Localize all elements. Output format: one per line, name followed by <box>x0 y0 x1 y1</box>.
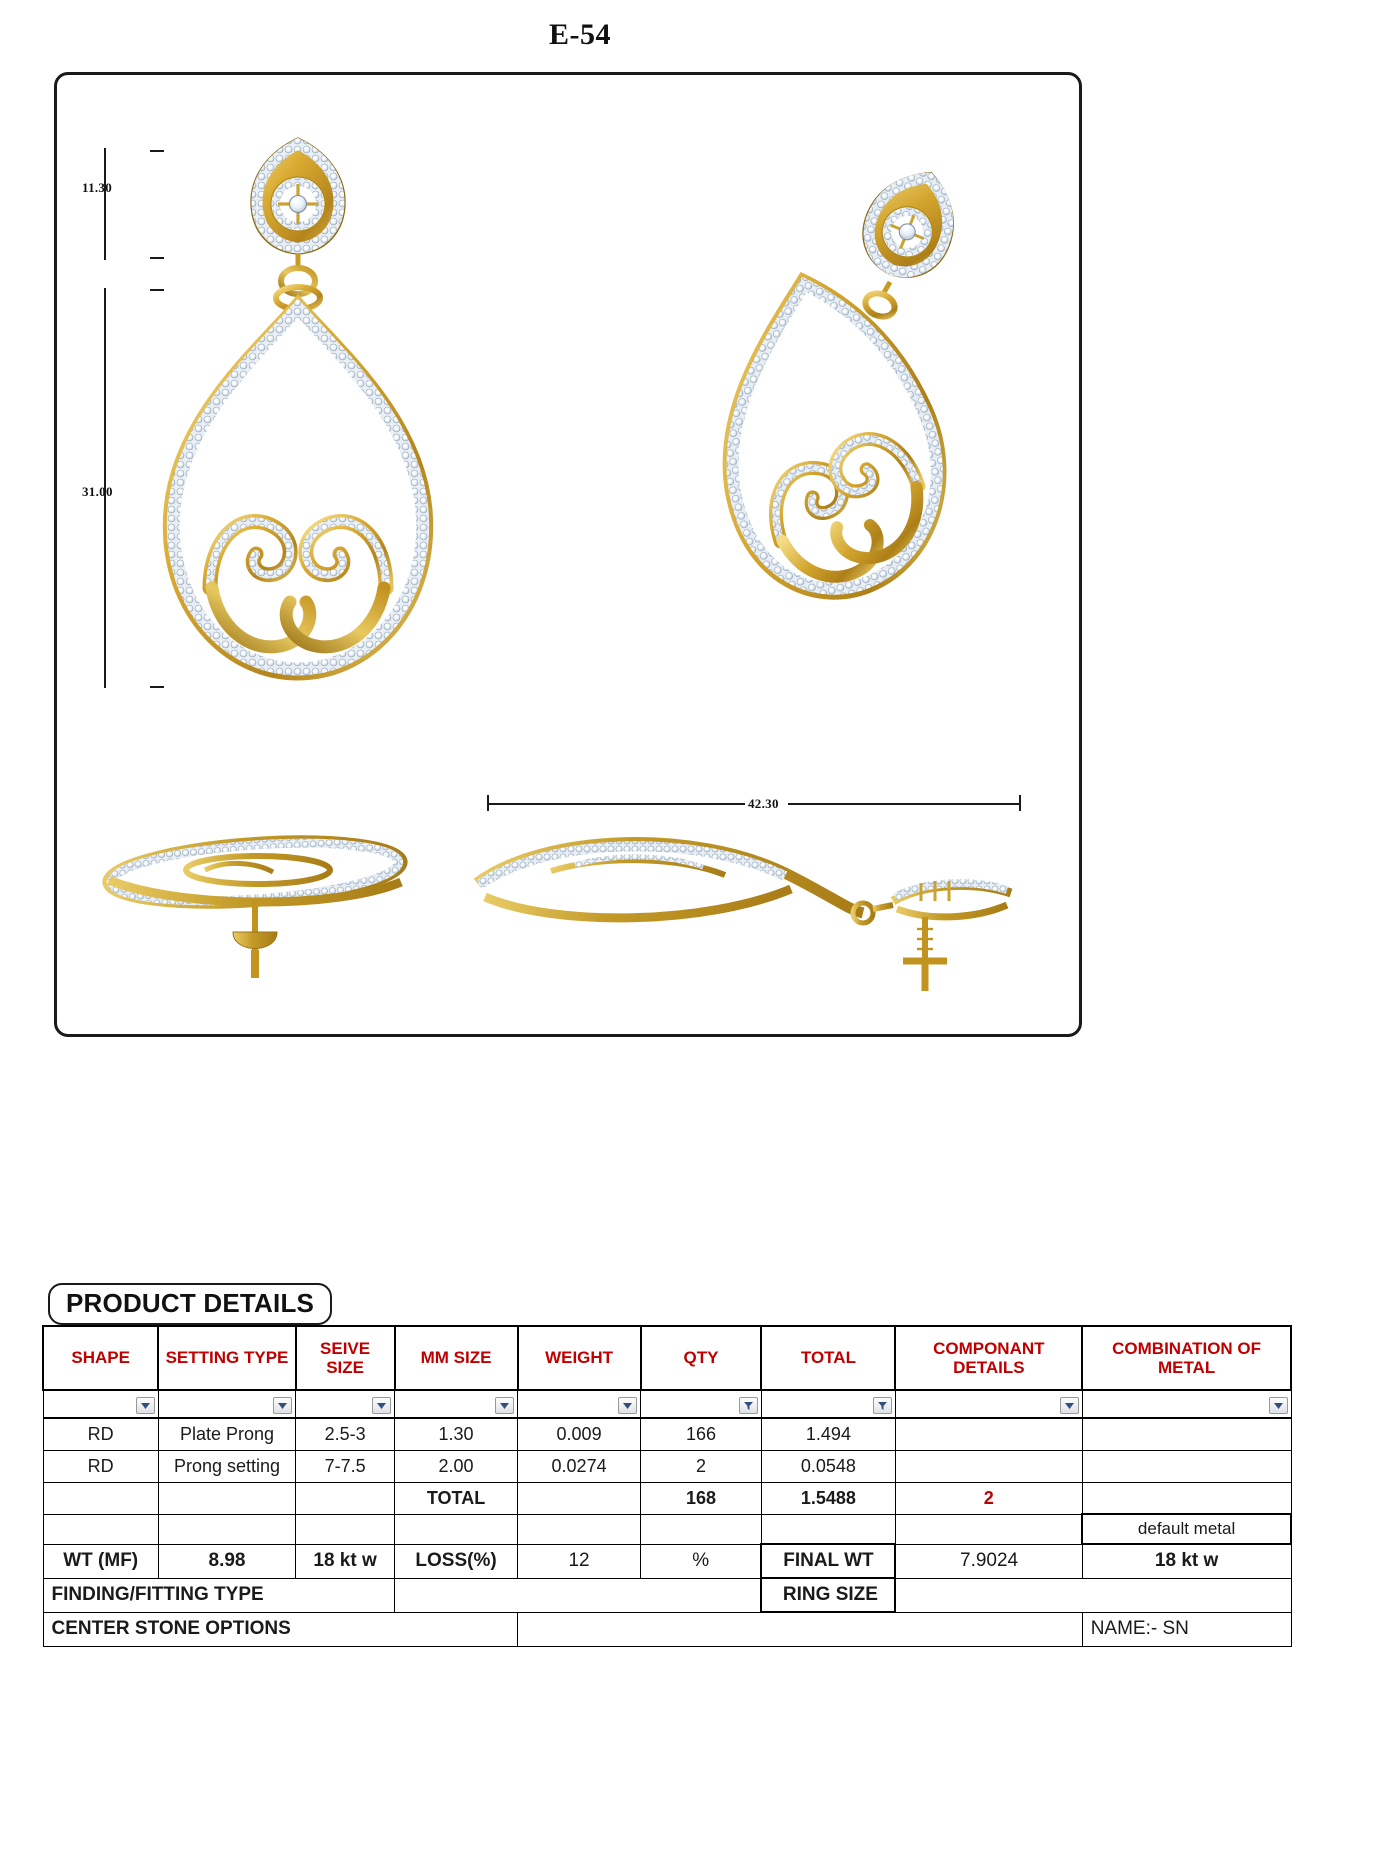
total-total: 1.5488 <box>761 1482 895 1514</box>
defmetal-blank-2 <box>158 1514 295 1544</box>
table-row <box>43 1450 1291 1482</box>
cell-setting-type: Plate Prong <box>158 1418 295 1450</box>
header-setting-type: SETTING TYPE <box>158 1326 295 1390</box>
table-total-row <box>43 1482 1291 1514</box>
final-wt-value: 7.9024 <box>895 1544 1082 1578</box>
loss-label: LOSS(%) <box>395 1544 518 1578</box>
filter-cell-qty <box>641 1390 762 1418</box>
cell-setting-type: Prong setting <box>158 1450 295 1482</box>
table-filter-row <box>43 1390 1291 1418</box>
table-header-row <box>43 1326 1291 1390</box>
header-mm-size: MM SIZE <box>395 1326 518 1390</box>
defmetal-blank-5 <box>518 1514 641 1544</box>
page-title: E-54 <box>549 18 611 51</box>
total-label: TOTAL <box>395 1482 518 1514</box>
total-qty: 168 <box>641 1482 762 1514</box>
table-weight-row <box>43 1544 1291 1578</box>
filter-cell-shape <box>43 1390 158 1418</box>
total-componant-details: 2 <box>895 1482 1082 1514</box>
filter-cell-mm-size <box>395 1390 518 1418</box>
filter-dropdown-icon-weight[interactable] <box>618 1397 637 1414</box>
cell-qty: 2 <box>641 1450 762 1482</box>
filter-dropdown-icon-setting-type[interactable] <box>273 1397 292 1414</box>
center-stone-options-value[interactable] <box>518 1612 1083 1646</box>
cell-total: 0.0548 <box>761 1450 895 1482</box>
cell-weight: 0.009 <box>518 1418 641 1450</box>
cell-combination-of-metal <box>1082 1418 1291 1450</box>
dimension-label-top-height: 11.30 <box>82 180 113 195</box>
metal-karat: 18 kt w <box>296 1544 395 1578</box>
table-row <box>43 1418 1291 1450</box>
filter-cell-weight <box>518 1390 641 1418</box>
total-blank-setting <box>158 1482 295 1514</box>
table-center-stone-row <box>43 1612 1291 1646</box>
header-seive-size: SEIVE SIZE <box>296 1326 395 1390</box>
wt-mf-value: 8.98 <box>158 1544 295 1578</box>
total-blank-shape <box>43 1482 158 1514</box>
cell-seive-size: 2.5-3 <box>296 1418 395 1450</box>
defmetal-blank-8 <box>895 1514 1082 1544</box>
filter-dropdown-icon-mm-size[interactable] <box>495 1397 514 1414</box>
default-metal-label: default metal <box>1082 1514 1291 1544</box>
profile-view-earring <box>455 805 1035 1015</box>
header-combination-of-metal: COMBINATION OF METAL <box>1082 1326 1291 1390</box>
header-shape: SHAPE <box>43 1326 158 1390</box>
cell-mm-size: 2.00 <box>395 1450 518 1482</box>
center-stone-options-label: CENTER STONE OPTIONS <box>43 1612 518 1646</box>
front-view-earring <box>140 118 500 698</box>
finding-fitting-label: FINDING/FITTING TYPE <box>43 1578 395 1612</box>
defmetal-blank-3 <box>296 1514 395 1544</box>
filter-dropdown-icon-seive-size[interactable] <box>372 1397 391 1414</box>
cell-weight: 0.0274 <box>518 1450 641 1482</box>
total-blank-seive <box>296 1482 395 1514</box>
filter-dropdown-icon-componant-details[interactable] <box>1060 1397 1079 1414</box>
cell-combination-of-metal <box>1082 1450 1291 1482</box>
angled-view-earring <box>590 140 1010 620</box>
finding-fitting-value[interactable] <box>395 1578 762 1612</box>
header-total: TOTAL <box>761 1326 895 1390</box>
total-blank-weight <box>518 1482 641 1514</box>
final-wt-label: FINAL WT <box>761 1544 895 1578</box>
side-view-earring <box>95 820 435 1000</box>
total-combination-of-metal <box>1082 1482 1291 1514</box>
cell-componant-details <box>895 1418 1082 1450</box>
ring-size-value[interactable] <box>895 1578 1291 1612</box>
wt-mf-label: WT (MF) <box>43 1544 158 1578</box>
header-weight: WEIGHT <box>518 1326 641 1390</box>
cell-mm-size: 1.30 <box>395 1418 518 1450</box>
table-default-metal-row <box>43 1514 1291 1544</box>
final-metal: 18 kt w <box>1082 1544 1291 1578</box>
dimension-label-drop-height: 31.00 <box>82 484 113 499</box>
dimension-line-top-height <box>104 148 106 260</box>
defmetal-blank-6 <box>641 1514 762 1544</box>
filter-cell-combination-of-metal <box>1082 1390 1291 1418</box>
filter-dropdown-icon-combination-of-metal[interactable] <box>1269 1397 1288 1414</box>
defmetal-blank-7 <box>761 1514 895 1544</box>
header-qty: QTY <box>641 1326 762 1390</box>
cell-total: 1.494 <box>761 1418 895 1450</box>
filter-cell-setting-type <box>158 1390 295 1418</box>
table-finding-row <box>43 1578 1291 1612</box>
cell-componant-details <box>895 1450 1082 1482</box>
name-label: NAME:- SN <box>1082 1612 1291 1646</box>
percent-symbol: % <box>641 1544 762 1578</box>
cell-shape: RD <box>43 1418 158 1450</box>
cell-seive-size: 7-7.5 <box>296 1450 395 1482</box>
defmetal-blank-4 <box>395 1514 518 1544</box>
cell-shape: RD <box>43 1450 158 1482</box>
ring-size-label: RING SIZE <box>761 1578 895 1612</box>
filter-funnel-icon-qty[interactable] <box>739 1397 758 1414</box>
filter-cell-componant-details <box>895 1390 1082 1418</box>
filter-cell-seive-size <box>296 1390 395 1418</box>
defmetal-blank-1 <box>43 1514 158 1544</box>
loss-value: 12 <box>518 1544 641 1578</box>
filter-cell-total <box>761 1390 895 1418</box>
filter-dropdown-icon-shape[interactable] <box>136 1397 155 1414</box>
header-componant-details: COMPONANT DETAILS <box>895 1326 1082 1390</box>
cell-qty: 166 <box>641 1418 762 1450</box>
product-details-heading: PRODUCT DETAILS <box>48 1283 332 1325</box>
dimension-label-side-length: 42.30 <box>748 796 779 811</box>
filter-funnel-icon-total[interactable] <box>873 1397 892 1414</box>
product-details-table <box>42 1325 1292 1647</box>
